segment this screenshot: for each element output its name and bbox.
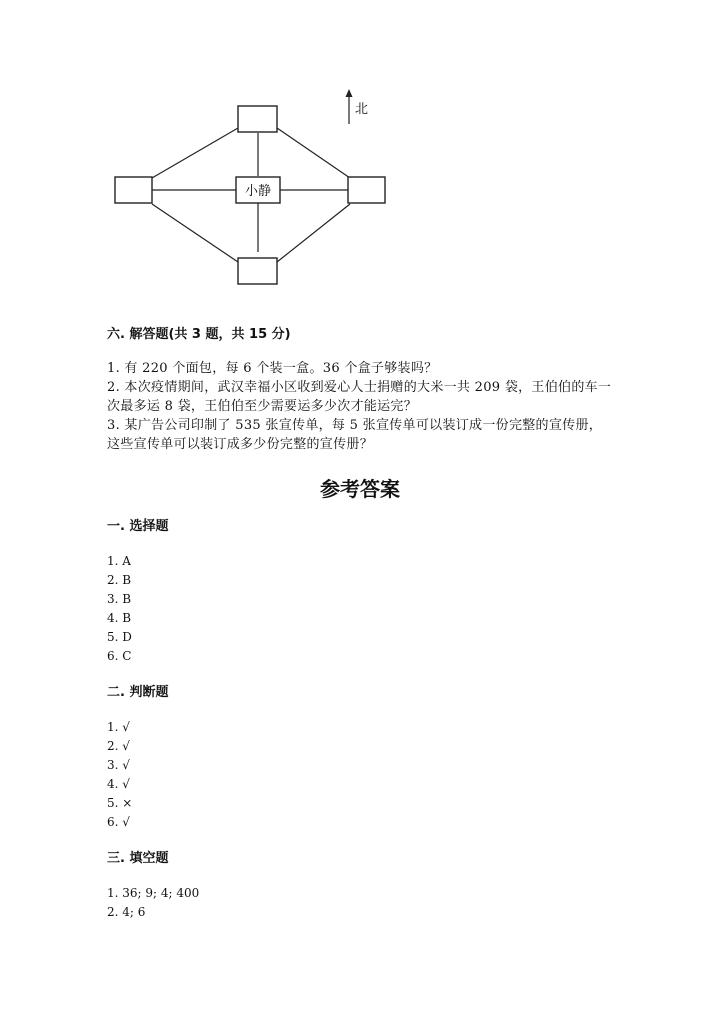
fill-answers (107, 884, 199, 922)
section6-heading: 六. 解答题(共 3 题，共 15 分) (107, 327, 291, 342)
judge-heading: 二. 判断题 (107, 685, 169, 700)
north-label: 北 (355, 102, 369, 117)
answers-title: 参考答案 (320, 477, 400, 501)
center-label: 小静 (244, 184, 272, 199)
line-top-right (277, 128, 350, 178)
line-top-left (152, 128, 238, 178)
answer-item: 1. A (107, 554, 131, 568)
answer-item: 3. √ (107, 758, 130, 772)
box-north (238, 106, 277, 132)
choice-heading: 一. 选择题 (107, 519, 169, 534)
line-bottom-right (277, 204, 350, 262)
fill-heading: 三. 填空题 (107, 851, 169, 866)
box-west (115, 177, 152, 203)
answer-item: 6. √ (107, 815, 130, 829)
answer-item: 6. C (107, 649, 132, 663)
answer-item: 5. D (107, 630, 132, 644)
answer-item: 1. 36; 9; 4; 400 (107, 886, 200, 900)
direction-diagram (0, 0, 720, 310)
answer-item: 5. × (107, 796, 133, 810)
answer-item: 3. B (107, 592, 132, 606)
line-bottom-left (152, 204, 238, 262)
choice-answers (107, 552, 132, 666)
answer-item: 2. B (107, 573, 132, 587)
answer-item: 2. 4; 6 (107, 905, 146, 919)
answer-item: 4. √ (107, 777, 130, 791)
box-south (238, 258, 277, 284)
answer-item: 4. B (107, 611, 132, 625)
question-1: 1. 有 220 个面包，每 6 个装一盒。36 个盒子够装吗？ (107, 361, 438, 376)
answer-item: 2. √ (107, 739, 130, 753)
judge-answers (107, 718, 132, 832)
box-east (348, 177, 385, 203)
question-2: 2. 本次疫情期间，武汉幸福小区收到爱心人士捐赠的大米一共 209 袋，王伯伯的车一次最多运 8 袋，王伯伯至少需要运多少次才能运完？ (107, 380, 612, 414)
question-3: 3. 某广告公司印制了 535 张宣传单，每 5 张宣传单可以装订成一份完整的宣传册，这些宣传单可以装订成多少份完整的宣传册？ (107, 418, 603, 452)
answer-item: 1. √ (107, 720, 130, 734)
